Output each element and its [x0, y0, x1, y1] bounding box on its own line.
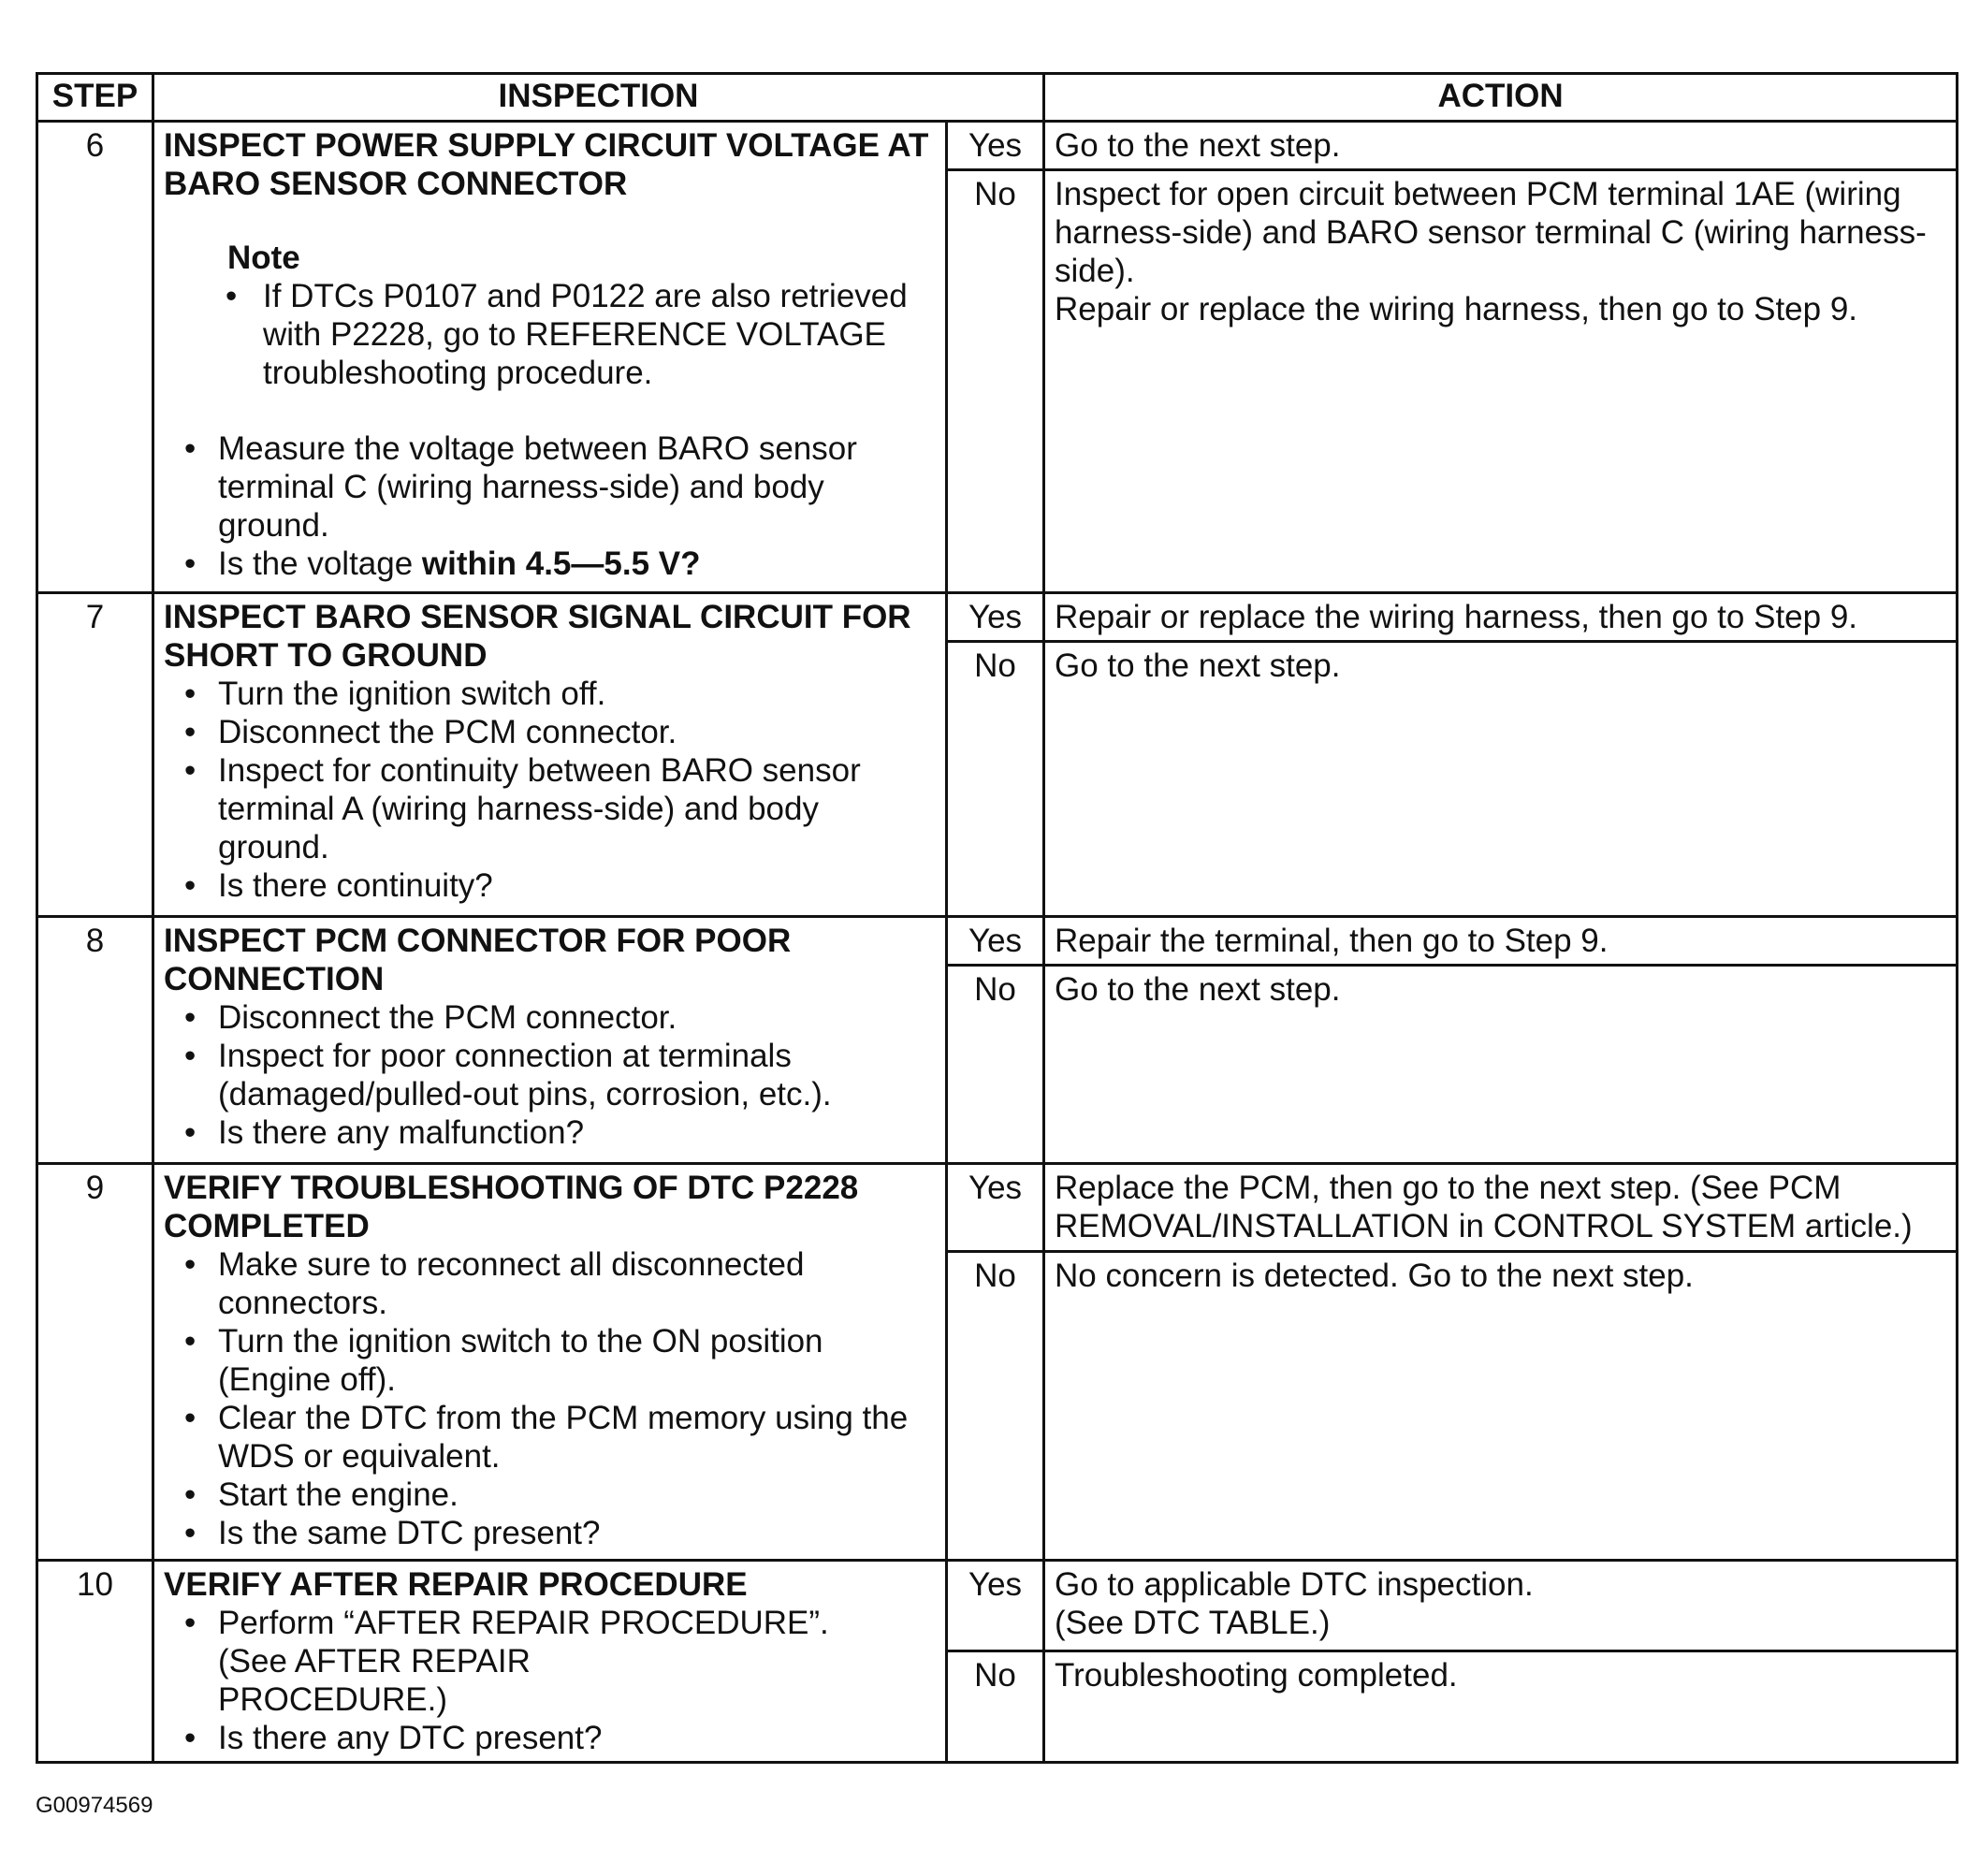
no-label: No — [947, 170, 1044, 593]
list-item: • Is there any DTC present? — [218, 1719, 936, 1757]
yes-action: Go to applicable DTC inspection. (See DTC TABLE.) — [1044, 1561, 1958, 1651]
yes-label: Yes — [947, 122, 1044, 170]
yes-action: Repair or replace the wiring harness, then go to Step 9. — [1044, 593, 1958, 642]
inspection-cell — [153, 917, 947, 1164]
header-step: STEP — [37, 74, 153, 122]
list-item: • Turn the ignition switch to the ON position (Engine off). — [218, 1322, 936, 1399]
troubleshooting-table — [36, 72, 1958, 1764]
no-action: Go to the next step. — [1044, 966, 1958, 1164]
list-item: • Perform “AFTER REPAIR PROCEDURE”. (See AFTER REPAIR PROCEDURE.) — [218, 1604, 936, 1719]
list-item: • Is there continuity? — [218, 866, 936, 905]
list-item: • Start the engine. — [218, 1476, 936, 1514]
inspection-list — [164, 998, 936, 1152]
yes-label: Yes — [947, 593, 1044, 642]
table-row-step-9 — [37, 1164, 1958, 1252]
header-inspection: INSPECTION — [153, 74, 1044, 122]
inspection-title: INSPECT POWER SUPPLY CIRCUIT VOLTAGE AT BARO SENSOR CONNECTOR — [164, 127, 929, 202]
no-action: Troubleshooting completed. — [1044, 1651, 1958, 1762]
table-row-step-6 — [37, 122, 1958, 170]
list-item: • Disconnect the PCM connector. — [218, 998, 936, 1037]
inspection-cell — [153, 593, 947, 917]
yes-action: Go to the next step. — [1044, 122, 1958, 170]
yes-label: Yes — [947, 1164, 1044, 1252]
inspection-title: INSPECT BARO SENSOR SIGNAL CIRCUIT FOR SHORT TO GROUND — [164, 599, 911, 674]
inspection-list — [164, 1604, 936, 1757]
table-row-step-10 — [37, 1561, 1958, 1651]
inspection-list — [164, 675, 936, 905]
header-action: ACTION — [1044, 74, 1958, 122]
step-number: 6 — [37, 122, 153, 593]
note-item: • If DTCs P0107 and P0122 are also retrieved with P2228, go to REFERENCE VOLTAGE troubleshooting procedure. — [263, 277, 936, 392]
figure-id: G00974569 — [36, 1793, 153, 1818]
inspection-title: VERIFY AFTER REPAIR PROCEDURE — [164, 1566, 748, 1603]
note-label: Note — [227, 240, 300, 276]
list-item: • Make sure to reconnect all disconnected connectors. — [218, 1245, 936, 1322]
yes-action: Replace the PCM, then go to the next step. (See PCM REMOVAL/INSTALLATION in CONTROL SYSTEM article.) — [1044, 1164, 1958, 1252]
inspection-cell — [153, 1561, 947, 1763]
table-header-row — [37, 74, 1958, 122]
step-number: 9 — [37, 1164, 153, 1561]
inspection-title: VERIFY TROUBLESHOOTING OF DTC P2228 COMPLETED — [164, 1170, 859, 1244]
list-item: • Inspect for continuity between BARO sensor terminal A (wiring harness-side) and body ground. — [218, 751, 936, 866]
no-label: No — [947, 1651, 1044, 1762]
step-number: 7 — [37, 593, 153, 917]
list-item: • Disconnect the PCM connector. — [218, 713, 936, 751]
step-number: 10 — [37, 1561, 153, 1763]
no-label: No — [947, 1252, 1044, 1561]
inspection-cell — [153, 122, 947, 593]
no-label: No — [947, 966, 1044, 1164]
no-action: Inspect for open circuit between PCM terminal 1AE (wiring harness-side) and BARO sensor terminal C (wiring harness-side). Repair or replace the wiring harness, then go to Step 9. — [1044, 170, 1958, 593]
inspection-list — [164, 429, 936, 583]
yes-action: Repair the terminal, then go to Step 9. — [1044, 917, 1958, 966]
list-item: • Turn the ignition switch off. — [218, 675, 936, 713]
list-item-question — [218, 545, 936, 583]
yes-label: Yes — [947, 917, 1044, 966]
list-item: • Is there any malfunction? — [218, 1113, 936, 1152]
yes-label: Yes — [947, 1561, 1044, 1651]
list-item: • Is the same DTC present? — [218, 1514, 936, 1552]
inspection-cell — [153, 1164, 947, 1561]
no-label: No — [947, 642, 1044, 917]
no-action: No concern is detected. Go to the next step. — [1044, 1252, 1958, 1561]
table-row-step-7 — [37, 593, 1958, 642]
inspection-list — [164, 1245, 936, 1552]
list-item: • Measure the voltage between BARO sensor terminal C (wiring harness-side) and body ground. — [218, 429, 936, 545]
question-text: Is the voltage — [218, 545, 422, 582]
no-action: Go to the next step. — [1044, 642, 1958, 917]
step-number: 8 — [37, 917, 153, 1164]
list-item: • Inspect for poor connection at terminals (damaged/pulled-out pins, corrosion, etc.). — [218, 1037, 936, 1113]
table-row-step-8 — [37, 917, 1958, 966]
note-list — [164, 277, 936, 392]
list-item: • Clear the DTC from the PCM memory using the WDS or equivalent. — [218, 1399, 936, 1476]
inspection-title: INSPECT PCM CONNECTOR FOR POOR CONNECTION — [164, 923, 792, 997]
question-emphasis: within 4.5—5.5 V? — [421, 545, 701, 582]
